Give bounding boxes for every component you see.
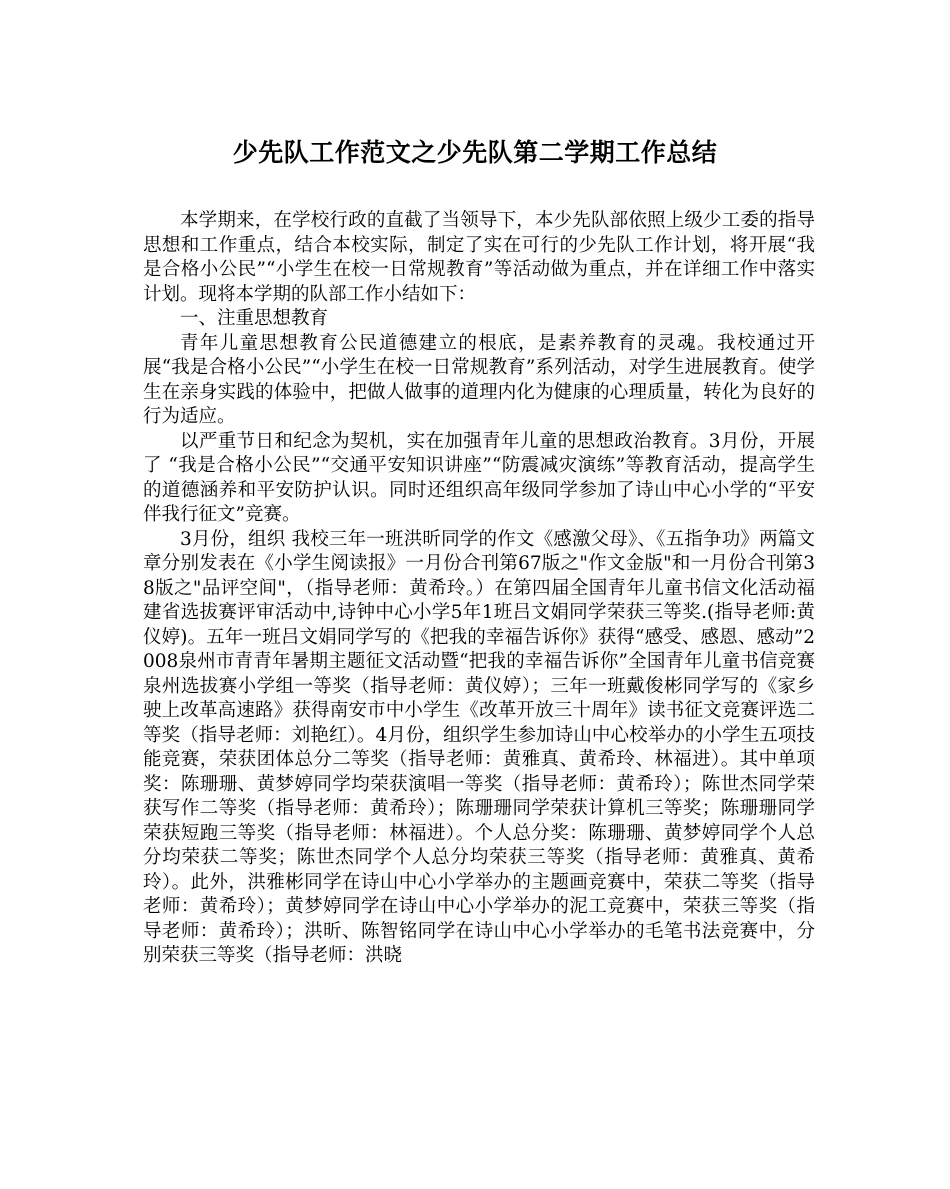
intro-paragraph: 本学期来，在学校行政的直截了当领导下，本少先队部依照上级少工委的指导思想和工作重点，结合本校实际，制定了实在可行的少先队工作计划，将开展“我是合格小公民”“小学生在校一日常规教育”等活动做为重点，并在详细工作中落实计划。现将本学期的队部工作小结如下： xyxy=(143,210,815,305)
document-title: 少先队工作范文之少先队第二学期工作总结 xyxy=(232,138,718,167)
body-paragraph: 以严重节日和纪念为契机，实在加强青年儿童的思想政治教育。3月份，开展了 “我是合格小公民”“交通平安知识讲座”“防震减灾演练”等教育活动，提高学生的道德涵养和平安防护认识。同时还组织高年级同学参加了诗山中心小学的“平安伴我行征文”竞赛。 xyxy=(143,430,815,525)
body-paragraph: 3月份，组织 我校三年一班洪昕同学的作文《感激父母》、《五指争功》两篇文章分别发表在《小学生阅读报》一月份合刊第67版之"作文金版"和一月份合刊第38版之"品评空间"，（指导老师：黄希玲。）在第四届全国青年儿童书信文化活动福建省选拔赛评审活动中,诗钟中心小学5年1班吕文娟同学荣获三等奖.(指导老师:黄仪婷)。五年一班吕文娟同学写的《把我的幸福告诉你》获得“感受、感恩、感动”2008泉州市青青年暑期主题征文活动暨“把我的幸福告诉你”全国青年儿童书信竞赛泉州选拔赛小学组一等奖（指导老师：黄仪婷）；三年一班戴俊彬同学写的《家乡驶上改革高速路》获得南安市中小学生《改革开放三十周年》读书征文竞赛评选二等奖（指导老师：刘艳红）。4月份，组织学生参加诗山中心校举办的小学生五项技能竞赛，荣获团体总分二等奖（指导老师：黄雅真、黄希玲、林福进）。其中单项奖：陈珊珊、黄梦婷同学均荣获演唱一等奖（指导老师：黄希玲）；陈世杰同学荣获写作二等奖（指导老师：黄希玲）；陈珊珊同学荣获计算机三等奖；陈珊珊同学荣获短跑三等奖（指导老师：林福进）。个人总分奖：陈珊珊、黄梦婷同学个人总分均荣获二等奖；陈世杰同学个人总分均荣获三等奖（指导老师：黄雅真、黄希玲）。此外，洪雅彬同学在诗山中心小学举办的主题画竞赛中，荣获二等奖（指导老师：黄希玲）；黄梦婷同学在诗山中心小学举办的泥工竞赛中，荣获三等奖（指导老师：黄希玲）；洪昕、陈智铭同学在诗山中心小学举办的毛笔书法竞赛中，分别荣获三等奖（指导老师：洪晓 xyxy=(143,528,815,966)
body-paragraph: 青年儿童思想教育公民道德建立的根底，是素养教育的灵魂。我校通过开展“我是合格小公民”“小学生在校一日常规教育”系列活动，对学生进展教育。使学生在亲身实践的体验中，把做人做事的道理内化为健康的心理质量，转化为良好的行为适应。 xyxy=(143,332,815,427)
document-body xyxy=(143,209,815,969)
section-heading: 一、注重思想教育 xyxy=(180,308,329,329)
